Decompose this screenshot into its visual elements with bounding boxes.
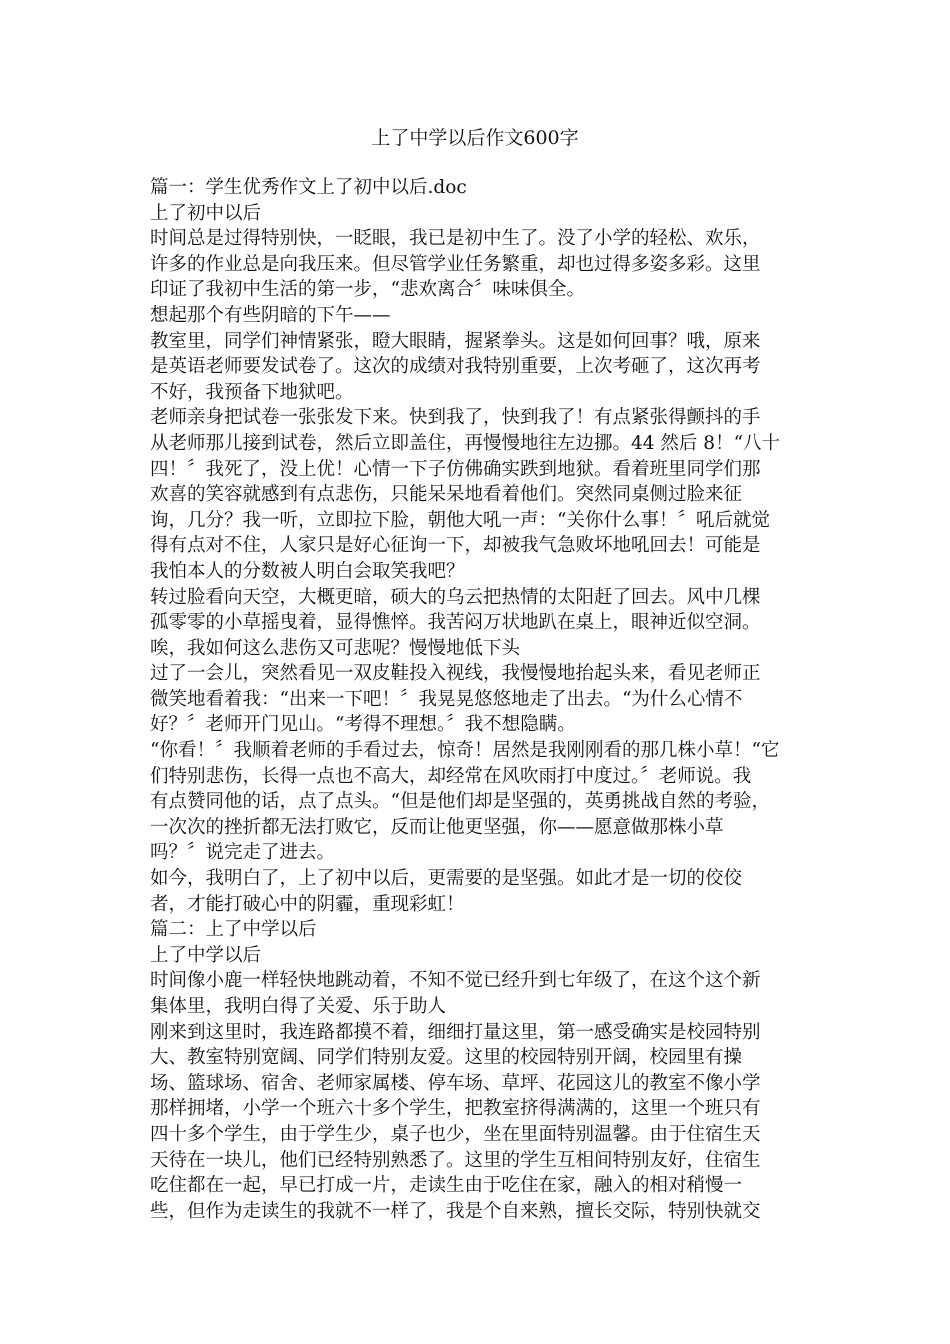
text-line: 一次次的挫折都无法打败它，反而让他更坚强，你——愿意做那株小草 [150, 816, 724, 838]
text-line: 刚来到这里时，我连路都摸不着，细细打量这里，第一感受确实是校园特别 [150, 1021, 761, 1043]
text-line: 教室里，同学们神情紧张，瞪大眼睛，握紧拳头。这是如何回事？哦，原来 [150, 330, 761, 352]
text-line: 篇一：学生优秀作文上了初中以后.doc [150, 177, 467, 198]
text-line: 天待在一块儿，他们已经特别熟悉了。这里的学生互相间特别友好，住宿生 [150, 1149, 761, 1171]
text-line: 篇二：上了中学以后 [150, 919, 317, 941]
text-line: 吗？〞说完走了进去。 [150, 842, 336, 864]
text-line: 有点赞同他的话，点了点头。“但是他们却是坚强的，英勇挑战自然的考验， [150, 791, 770, 813]
text-line: “你看！〞我顺着老师的手看过去，惊奇！居然是我刚刚看的那几株小草！“它 [150, 740, 780, 762]
text-line: 上了初中以后 [150, 202, 262, 224]
text-line: 时间总是过得特别快，一眨眼，我已是初中生了。没了小学的轻松、欢乐， [150, 228, 761, 250]
text-line: 集体里，我明白得了关爱、乐于助人 [150, 996, 447, 1017]
text-line: 孤零零的小草摇曳着，显得憔悴。我苦闷万状地趴在桌上，眼神近似空洞。 [150, 612, 761, 634]
text-line: 是英语老师要发试卷了。这次的成绩对我特别重要，上次考砸了，这次再考 [150, 356, 761, 378]
text-line: 我怕本人的分数被人明白会取笑我吧？ [150, 560, 465, 582]
text-line: 询，几分？我一听，立即拉下脸，朝他大吼一声：“关你什么事！〞吼后就觉 [150, 509, 770, 531]
text-line: 大、教室特别宽阔、同学们特别友爱。这里的校园特别开阔，校园里有操 [150, 1047, 743, 1069]
text-line: 吃住都在一起，早已打成一片，走读生由于吃住在家，融入的相对稍慢一 [150, 1175, 743, 1197]
text-line: 如今，我明白了，上了初中以后，更需要的是坚强。如此才是一切的佼佼 [150, 868, 743, 890]
text-line: 欢喜的笑容就感到有点悲伤，只能呆呆地看着他们。突然同桌侧过脸来征 [150, 484, 743, 506]
text-line: 得有点对不住，人家只是好心征询一下，却被我气急败坏地吼回去！可能是 [150, 535, 761, 557]
text-line: 上了中学以后 [150, 944, 262, 966]
text-line: 者，才能打破心中的阴霾，重现彩虹！ [150, 893, 465, 915]
document-body [150, 175, 810, 1224]
text-line: 许多的作业总是向我压来。但尽管学业任务繁重，却也过得多姿多彩。这里 [150, 253, 761, 275]
text-line: 不好，我预备下地狱吧。 [150, 381, 354, 403]
text-line: 些，但作为走读生的我就不一样了，我是个自来熟，擅长交际，特别快就交 [150, 1200, 761, 1222]
text-line: 唉，我如何这么悲伤又可悲呢？慢慢地低下头 [150, 637, 521, 659]
text-line: 好？〞老师开门见山。“考得不理想。〞我不想隐瞒。 [150, 714, 576, 736]
document-title: 上了中学以后作文600字 [371, 127, 579, 149]
text-line: 微笑地看着我：“出来一下吧！〞我晃晃悠悠地走了出去。“为什么心情不 [150, 688, 743, 710]
text-line: 时间像小鹿一样轻快地跳动着，不知不觉已经升到七年级了，在这个这个新 [150, 970, 761, 992]
text-line: 转过脸看向天空，大概更暗，硕大的乌云把热情的太阳赶了回去。风中几棵 [150, 586, 761, 608]
text-line: 想起那个有些阴暗的下午—— [150, 304, 391, 326]
text-line: 从老师那儿接到试卷，然后立即盖住，再慢慢地往左边挪。44 然后 8！“八十 [150, 432, 781, 454]
text-line: 四十多个学生，由于学生少，桌子也少，坐在里面特别温馨。由于住宿生天 [150, 1123, 761, 1145]
text-line: 老师亲身把试卷一张张发下来。快到我了，快到我了！有点紧张得颤抖的手 [150, 407, 761, 429]
text-line: 场、篮球场、宿舍、老师家属楼、停车场、草坪、花园这儿的教室不像小学 [150, 1072, 761, 1094]
text-line: 四！〞我死了，没上优！心情一下子仿佛确实跌到地狱。看着班里同学们那 [150, 458, 761, 480]
text-line: 过了一会儿，突然看见一双皮鞋投入视线，我慢慢地抬起头来，看见老师正 [150, 663, 761, 685]
text-line: 印证了我初中生活的第一步，“悲欢离合〞味味俱全。 [150, 279, 585, 301]
text-line: 那样拥堵，小学一个班六十多个学生，把教室挤得满满的，这里一个班只有 [150, 1098, 761, 1120]
text-line: 们特别悲伤，长得一点也不高大，却经常在风吹雨打中度过。〞老师说。我 [150, 765, 752, 787]
